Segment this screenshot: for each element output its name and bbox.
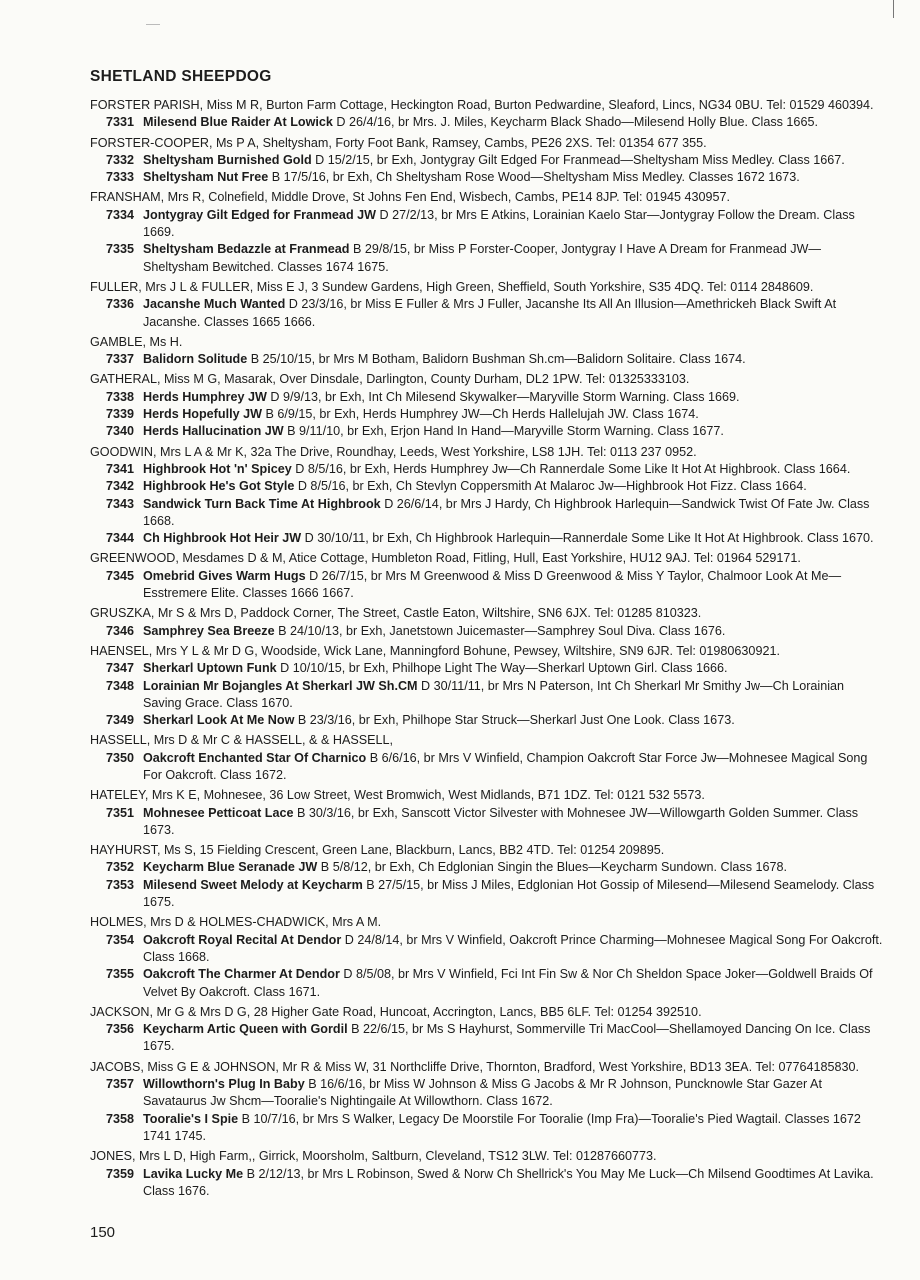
dog-entry [90,351,886,368]
owner-line: JACKSON, Mr G & Mrs D G, 28 Higher Gate Road, Huncoat, Accrington, Lancs, BB5 6LF. Tel: 01254 392510. [90,1004,702,1019]
dog-name: Lorainian Mr Bojangles At Sherkarl JW Sh.CM [143,678,418,693]
owner-line: JACOBS, Miss G E & JOHNSON, Mr R & Miss W, 31 Northcliffe Drive, Thornton, Bradford, West Yorkshire, BD13 3EA. Tel: 07764185830. [90,1059,859,1074]
entry-body [143,712,886,729]
entry-body [143,478,886,495]
dog-entry [90,207,886,242]
entry-body [143,114,886,131]
dog-name: Samphrey Sea Breeze [143,623,275,638]
entry-number: 7348 [105,678,134,693]
entry-number: 7358 [105,1111,134,1126]
entry-number: 7341 [105,461,134,476]
entry-details: B 30/3/16, br Exh, Sanscott Victor Silvester with Mohnesee JW—Willowgarth Golden Summer. Class 1673. [143,805,859,837]
dog-name: Balidorn Solitude [143,352,248,367]
entry-number: 7338 [105,389,134,404]
entry-details: B 5/8/12, br Exh, Ch Edglonian Singin the Blues—Keycharm Sundown. Class 1678. [317,860,788,875]
dog-name: Sheltysham Burnished Gold [143,152,312,167]
entry-body [143,1021,886,1056]
dog-entry [90,389,886,406]
owner-line: HAENSEL, Mrs Y L & Mr D G, Woodside, Wick Lane, Manningford Bohune, Pewsey, Wiltshire, SN9 6JR. Tel: 01980630921. [90,643,780,658]
dog-name: Oakcroft The Charmer At Dendor [143,967,340,982]
entry-details: D 30/11/11, br Mrs N Paterson, Int Ch Sherkarl Mr Smithy Jw—Ch Lorainian Saving Grace. Class 1670. [143,678,845,710]
entry-body [143,152,886,169]
entry-number: 7340 [105,424,134,439]
dog-name: Keycharm Blue Seranade JW [143,860,318,875]
entry-body [143,568,886,603]
owner-line: GAMBLE, Ms H. [90,334,183,349]
dog-name: Omebrid Gives Warm Hugs [143,568,306,583]
owner-line: FULLER, Mrs J L & FULLER, Miss E J, 3 Sundew Gardens, High Green, Sheffield, South Yorkshire, S35 4DQ. Tel: 0114 2848609. [90,279,814,294]
dog-entry [90,932,886,967]
dog-entry [90,406,886,423]
entry-details: B 2/12/13, br Mrs L Robinson, Swed & Norw Ch Shellrick's You May Me Luck—Ch Milsend Goodtimes At Lavika. Class 1676. [143,1166,874,1198]
entry-number: 7339 [105,407,134,422]
page-number: 150 [90,1224,116,1241]
entry-number: 7344 [105,531,134,546]
entry-details: D 23/3/16, br Miss E Fuller & Mrs J Fuller, Jacanshe Its All An Illusion—Amethrickeh Black Swift At Jacanshe. Classes 1665 1666. [143,297,837,329]
entry-number: 7346 [105,623,134,638]
entry-number: 7356 [105,1022,134,1037]
entry-body [143,389,886,406]
dog-entry [90,1076,886,1111]
entry-details: D 27/2/13, br Mrs E Atkins, Lorainian Kaelo Star—Jontygray Follow the Dream. Class 1669. [143,207,855,240]
entry-number: 7359 [105,1166,134,1181]
dog-name: Milesend Sweet Melody at Keycharm [143,877,363,892]
entry-body [143,678,886,713]
entry-details: D 26/4/16, br Mrs. J. Miles, Keycharm Black Shado—Milesend Holly Blue. Class 1665. [332,115,818,130]
entry-details: B 9/11/10, br Exh, Erjon Hand In Hand—Maryville Storm Warning. Class 1677. [283,424,724,439]
entry-number: 7343 [105,496,134,511]
entry-body [143,496,886,531]
entry-details: B 16/6/16, br Miss W Johnson & Miss G Jacobs & Mr R Johnson, Puncknowle Star Gazer At Savataurus Jw Shcm—Tooralie's Nightingaile At Willowthorn. Class 1672. [143,1077,822,1109]
page-edge-mark [893,0,894,18]
owner-line: JONES, Mrs L D, High Farm,, Girrick, Moorsholm, Saltburn, Cleveland, TS12 3LW. Tel: 01287660773. [90,1149,657,1164]
owner-line: HASSELL, Mrs D & Mr C & HASSELL, & & HASSELL, [90,733,394,748]
dog-entry [90,623,886,640]
entry-body [143,406,886,423]
entries-list [90,94,886,1200]
dog-name: Jontygray Gilt Edged for Franmead JW [143,207,377,222]
entry-number: 7331 [105,115,134,130]
entry-details: D 8/5/16, br Exh, Herds Humphrey Jw—Ch Rannerdale Some Like It Hot At Highbrook. Class 1664. [291,461,851,476]
dog-name: Sheltysham Bedazzle at Franmead [143,242,350,257]
dog-name: Highbrook Hot 'n' Spicey [143,461,292,476]
owner-line: HOLMES, Mrs D & HOLMES-CHADWICK, Mrs A M. [90,915,382,930]
dog-name: Highbrook He's Got Style [143,479,295,494]
entry-details: B 22/6/15, br Ms S Hayhurst, Sommerville Tri MacCool—Shellamoyed Dancing On Ice. Class 1675. [143,1022,871,1054]
entry-body [143,966,886,1001]
entry-details: D 15/2/15, br Exh, Jontygray Gilt Edged For Franmead—Sheltysham Miss Medley. Class 1667. [311,152,845,167]
owner-line: GRUSZKA, Mr S & Mrs D, Paddock Corner, The Street, Castle Eaton, Wiltshire, SN6 6JX. Tel: 01285 810323. [90,606,702,621]
dog-entry [90,805,886,840]
dog-name: Milesend Blue Raider At Lowick [143,115,333,130]
dog-entry [90,530,886,547]
dog-entry [90,296,886,331]
entry-details: B 25/10/15, br Mrs M Botham, Balidorn Bushman Sh.cm—Balidorn Solitaire. Class 1674. [247,352,746,367]
entry-number: 7355 [105,967,134,982]
dog-entry [90,877,886,912]
dog-name: Herds Hopefully JW [143,407,262,422]
dog-entry [90,114,886,131]
dog-entry [90,966,886,1001]
dog-name: Jacanshe Much Wanted [143,297,286,312]
dog-name: Sandwick Turn Back Time At Highbrook [143,496,381,511]
entry-details: B 17/5/16, br Exh, Ch Sheltysham Rose Wood—Sheltysham Miss Medley. Classes 1672 1673. [268,170,800,185]
dog-entry [90,660,886,677]
entry-number: 7337 [105,352,134,367]
dog-name: Sheltysham Nut Free [143,170,269,185]
entry-details: B 10/7/16, br Mrs S Walker, Legacy De Moorstile For Tooralie (Imp Fra)—Tooralie's Pied Wagtail. Classes 1672 1741 1745. [143,1111,861,1143]
entry-details: B 24/10/13, br Exh, Janetstown Juicemaster—Samphrey Soul Diva. Class 1676. [274,623,726,638]
dog-entry [90,568,886,603]
owner-line: HAYHURST, Ms S, 15 Fielding Crescent, Green Lane, Blackburn, Lancs, BB2 4TD. Tel: 01254 209895. [90,843,665,858]
entry-body [143,932,886,967]
dog-name: Lavika Lucky Me [143,1166,244,1181]
entry-details: B 23/3/16, br Exh, Philhope Star Struck—Sherkarl Just One Look. Class 1673. [294,713,735,728]
entry-number: 7333 [105,170,134,185]
entry-number: 7335 [105,242,134,257]
entry-details: B 6/9/15, br Exh, Herds Humphrey JW—Ch Herds Hallelujah JW. Class 1674. [261,407,699,422]
entry-body [143,1166,886,1201]
owner-line: GREENWOOD, Mesdames D & M, Atice Cottage, Humbleton Road, Fitling, Hull, East Yorkshire, HU12 9AJ. Tel: 01964 529171. [90,551,801,566]
dog-name: Oakcroft Royal Recital At Dendor [143,932,342,947]
entry-details: B 27/5/15, br Miss J Miles, Edglonian Hot Gossip of Milesend—Milesend Seamelody. Class 1675. [143,877,875,910]
dog-entry [90,461,886,478]
entry-body [143,296,886,331]
entry-body [143,461,886,478]
dog-entry [90,496,886,531]
entry-details: B 29/8/15, br Miss P Forster-Cooper, Jontygray I Have A Dream for Franmead JW—Sheltysham Bewitched. Classes 1674 1675. [143,242,821,274]
dog-entry [90,1166,886,1201]
entry-body [143,660,886,677]
entry-body [143,877,886,912]
entry-number: 7345 [105,568,134,583]
entry-number: 7336 [105,297,134,312]
entry-body [143,805,886,840]
entry-number: 7350 [105,750,134,765]
owner-line: HATELEY, Mrs K E, Mohnesee, 36 Low Street, West Bromwich, West Midlands, B71 1DZ. Tel: 0121 532 5573. [90,788,705,803]
dog-name: Mohnesee Petticoat Lace [143,805,294,820]
entry-body [143,750,886,785]
dog-entry [90,1021,886,1056]
entry-body [143,241,886,276]
scan-mark [146,24,160,25]
owner-line: FORSTER PARISH, Miss M R, Burton Farm Cottage, Heckington Road, Burton Pedwardine, Sleaford, Lincs, NG34 0BU. Tel: 01529 460394. [90,98,874,112]
entry-details: D 8/5/08, br Mrs V Winfield, Fci Int Fin Sw & Nor Ch Sheldon Space Joker—Goldwell Braids Of Velvet By Oakcroft. Class 1671. [143,967,873,999]
dog-name: Oakcroft Enchanted Star Of Charnico [143,750,367,765]
entry-details: D 8/5/16, br Exh, Ch Stevlyn Coppersmith At Malaroc Jw—Highbrook Hot Fizz. Class 1664. [294,479,807,494]
dog-name: Herds Hallucination JW [143,424,284,439]
entry-details: D 24/8/14, br Mrs V Winfield, Oakcroft Prince Charming—Mohnesee Magical Song For Oakcroft. Class 1668. [143,932,883,964]
dog-entry [90,750,886,785]
entry-number: 7347 [105,661,134,676]
dog-name: Herds Humphrey JW [143,389,267,404]
entry-details: D 30/10/11, br Exh, Ch Highbrook Harlequin—Rannerdale Some Like It Hot At Highbrook. Class 1670. [301,531,874,546]
dog-entry [90,1111,886,1146]
section-title: SHETLAND SHEEPDOG [90,68,272,85]
entry-number: 7351 [105,805,134,820]
entry-number: 7352 [105,860,134,875]
entry-number: 7349 [105,713,134,728]
entry-body [143,859,886,876]
entry-body [143,530,886,547]
entry-details: D 9/9/13, br Exh, Int Ch Milesend Skywalker—Maryville Storm Warning. Class 1669. [266,389,740,404]
dog-entry [90,423,886,440]
dog-entry [90,859,886,876]
dog-name: Keycharm Artic Queen with Gordil [143,1022,348,1037]
entry-number: 7354 [105,932,134,947]
dog-name: Willowthorn's Plug In Baby [143,1077,305,1092]
dog-name: Sherkarl Uptown Funk [143,661,277,676]
entry-number: 7342 [105,479,134,494]
dog-name: Sherkarl Look At Me Now [143,713,295,728]
entry-number: 7332 [105,152,134,167]
owner-line: FRANSHAM, Mrs R, Colnefield, Middle Drove, St Johns Fen End, Wisbech, Cambs, PE14 8JP. Tel: 01945 430957. [90,190,731,205]
owner-line: GOODWIN, Mrs L A & Mr K, 32a The Drive, Roundhay, Leeds, West Yorkshire, LS8 1JH. Tel: 0113 237 0952. [90,444,697,459]
entry-number: 7334 [105,207,134,222]
entry-body [143,423,886,440]
dog-entry [90,478,886,495]
entry-number: 7357 [105,1077,134,1092]
owner-line: FORSTER-COOPER, Ms P A, Sheltysham, Forty Foot Bank, Ramsey, Cambs, PE26 2XS. Tel: 01354 677 355. [90,135,707,150]
entry-details: D 26/6/14, br Mrs J Hardy, Ch Highbrook Harlequin—Sandwick Twist Of Fate Jw. Class 1668. [143,496,870,528]
entry-body [143,623,886,640]
entry-details: B 6/6/16, br Mrs V Winfield, Champion Oakcroft Star Force Jw—Mohnesee Magical Song For Oakcroft. Class 1672. [143,750,868,782]
entry-body [143,169,886,186]
entry-body [143,1111,886,1146]
entry-body [143,207,886,242]
dog-entry [90,712,886,729]
entry-number: 7353 [105,877,134,892]
dog-name: Ch Highbrook Hot Heir JW [143,531,302,546]
dog-entry [90,241,886,276]
entry-details: D 26/7/15, br Mrs M Greenwood & Miss D Greenwood & Miss Y Taylor, Chalmoor Look At Me—Esstremere Elite. Classes 1666 1667. [143,568,842,601]
dog-entry [90,169,886,186]
owner-line: GATHERAL, Miss M G, Masarak, Over Dinsdale, Darlington, County Durham, DL2 1PW. Tel: 01325333103. [90,372,690,387]
entry-body [143,351,886,368]
dog-entry [90,678,886,713]
dog-name: Tooralie's I Spie [143,1111,239,1126]
dog-entry [90,152,886,169]
entry-details: D 10/10/15, br Exh, Philhope Light The Way—Sherkarl Uptown Girl. Class 1666. [276,661,728,676]
entry-body [143,1076,886,1111]
